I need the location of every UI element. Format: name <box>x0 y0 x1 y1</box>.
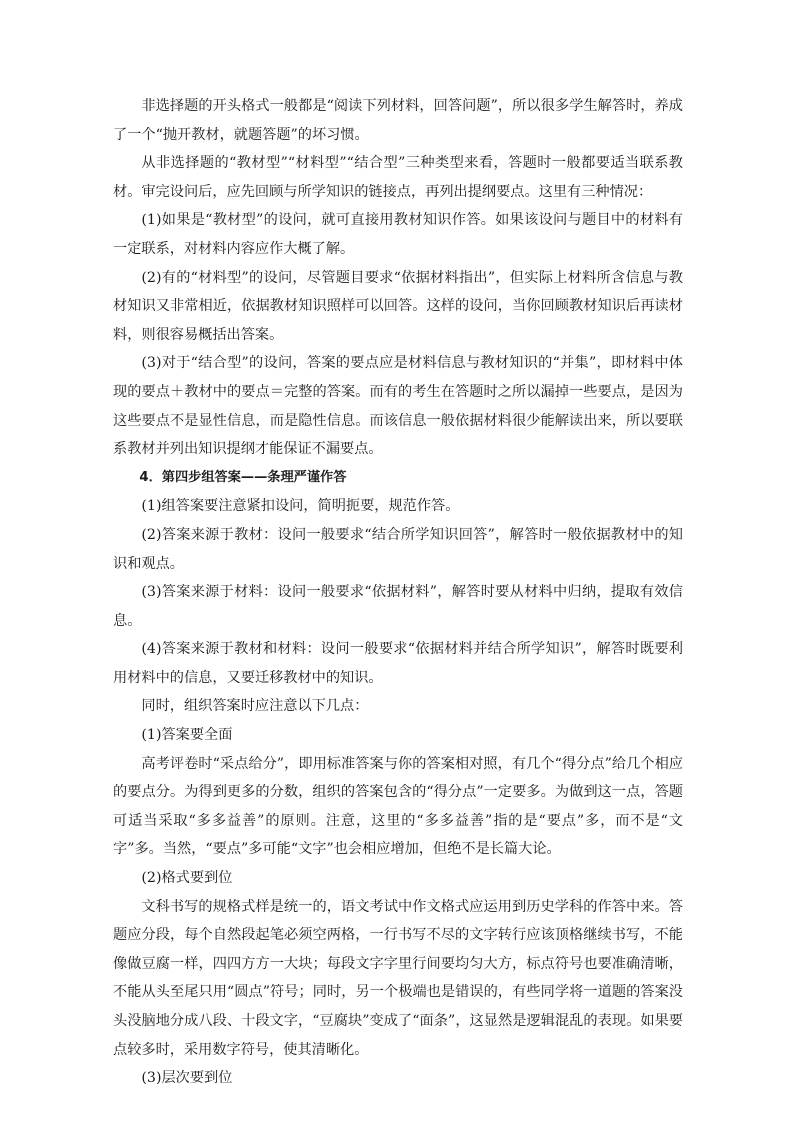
paragraph: (1)组答案要注意紧扣设问，简明扼要，规范作答。 <box>141 498 460 515</box>
paragraph: (3)答案来源于材料：设问一般要求“依据材料”，解答时要从材料中归纳，提取有效信息。 <box>113 584 683 629</box>
paragraph: 同时，组织答案时应注意以下几点： <box>141 698 369 715</box>
document-body <box>113 92 683 1093</box>
subheading: (1)答案要全面 <box>141 727 233 744</box>
paragraph: (2)有的“材料型”的设问，尽管题目要求“依据材料指出”，但实际上材料所含信息与教材知识又非常相近，依据教材知识照样可以回答。这样的设问，当你回顾教材知识后再读材料，则很容易概括出答案。 <box>113 269 683 343</box>
paragraph: (2)答案来源于教材：设问一般要求“结合所学知识回答”，解答时一般依据教材中的知识和观点。 <box>113 526 683 572</box>
paragraph: 从非选择题的“教材型”“材料型”“结合型”三种类型来看，答题时一般都要适当联系教材。审完设问后，应先回顾与所学知识的链接点，再列出提纲要点。这里有三种情况： <box>113 155 683 200</box>
paragraph: 非选择题的开头格式一般都是“阅读下列材料，回答问题”，所以很多学生解答时，养成了一个“抛开教材，就题答题”的坏习惯。 <box>113 98 683 143</box>
paragraph: (1)如果是“教材型”的设问，就可直接用教材知识作答。如果该设问与题目中的材料有一定联系，对材料内容应作大概了解。 <box>113 212 683 257</box>
subheading: (3)层次要到位 <box>141 1070 233 1087</box>
paragraph: 文科书写的规格式样是统一的，语文考试中作文格式应运用到历史学科的作答中来。答题应分段，每个自然段起笔必须空两格，一行书写不尽的文字转行应该顶格继续书写，不能像做豆腐一样，四四方方一大块；每段文字字里行间要均匀大方，标点符号也要准确清晰，不能从头至尾只用“圆点”符号；同时，另一个极端也是错误的，有些同学将一道题的答案没头没脑地分成八段、十段文字，“豆腐块”变成了“面条”，这显然是逻辑混乱的表现。如果要点较多时，采用数字符号，使其清晰化。 <box>113 898 683 1058</box>
paragraph: (4)答案来源于教材和材料：设问一般要求“依据材料并结合所学知识”，解答时既要利用材料中的信息，又要迁移教材中的知识。 <box>113 641 683 686</box>
subheading: (2)格式要到位 <box>141 870 233 887</box>
paragraph: 高考评卷时“采点给分”，即用标准答案与你的答案相对照，有几个“得分点”给几个相应的要点分。为得到更多的分数，组织的答案包含的“得分点”一定要多。为做到这一点，答题可适当采取“多多益善”的原则。注意，这里的“多多益善”指的是“要点”多，而不是“文字”多。当然，“要点”多可能“文字”也会相应增加，但绝不是长篇大论。 <box>113 755 683 858</box>
section-heading: 4．第四步组答案——条理严谨作答 <box>139 469 347 485</box>
paragraph: (3)对于“结合型”的设问，答案的要点应是材料信息与教材知识的“并集”，即材料中体现的要点＋教材中的要点＝完整的答案。而有的考生在答题时之所以漏掉一些要点，是因为这些要点不是显性信息，而是隐性信息。而该信息一般依据材料很少能解读出来，所以要联系教材并列出知识提纲才能保证不漏要点。 <box>113 355 683 458</box>
